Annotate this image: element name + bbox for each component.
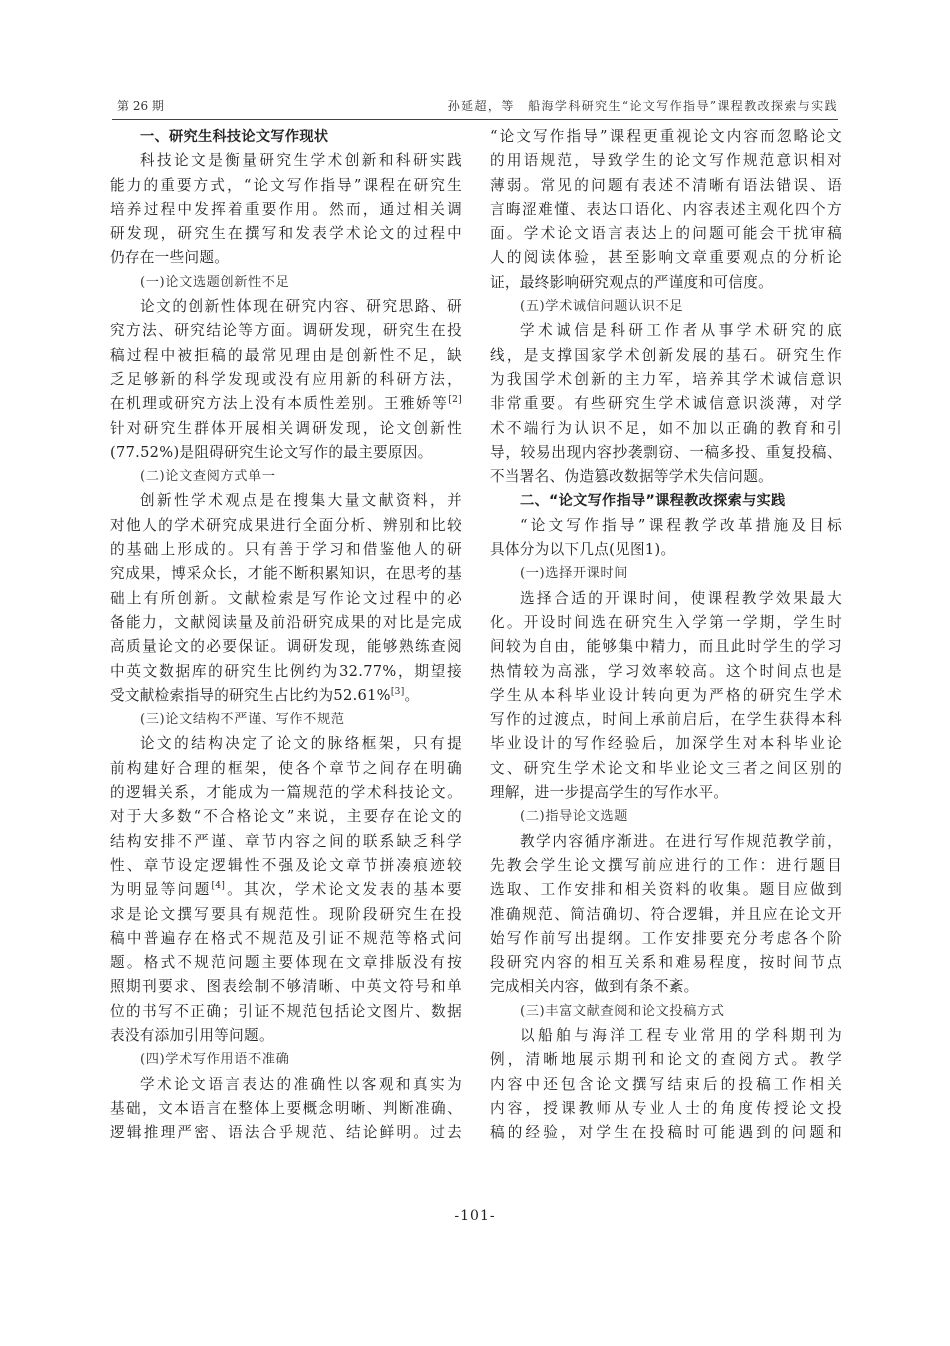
body-line	[110, 854, 462, 878]
body-line	[490, 903, 842, 927]
line-text: 薄弱。常见的问题有表述不清晰有语法错误、语	[490, 176, 842, 194]
line-text: 内容，授课教师从专业人士的角度传授论文投	[490, 1099, 842, 1117]
body-line	[490, 1097, 842, 1121]
subsection-heading	[490, 295, 842, 319]
line-text: 内容中还包含论文撰写结束后的投稿工作相关	[490, 1075, 842, 1093]
body-line	[490, 344, 842, 368]
body-line	[490, 757, 842, 781]
line-text: 学术诚信是科研工作者从事学术研究的底	[520, 322, 842, 340]
body-line	[110, 975, 462, 999]
line-text: 表没有添加引用等问题。	[110, 1026, 274, 1044]
paragraph-first-line	[110, 732, 462, 756]
line-text: 结构安排不严谨、章节内容之间的联系缺乏科学	[110, 832, 462, 850]
line-text: 乏足够新的科学发现或没有应用新的科研方法，	[110, 370, 462, 388]
line-text: 术不端行为认识不足，如不加以正确的教育和引	[490, 419, 842, 437]
line-text: 间较为自由，能够集中精力，而且此时学生的学习	[490, 638, 842, 656]
line-text: (二)指导论文选题	[520, 809, 629, 825]
citation-marker: [2]	[448, 395, 462, 406]
body-line	[110, 587, 462, 611]
running-header	[112, 95, 838, 120]
body-line	[490, 878, 842, 902]
subsection-heading	[110, 708, 462, 732]
body-line	[110, 417, 462, 441]
body-line	[490, 927, 842, 951]
paragraph-first-line	[490, 830, 842, 854]
body-line	[110, 514, 462, 538]
body-line	[110, 538, 462, 562]
line-text: 言晦涩难懂、表达口语化、内容表述主观化四个方	[490, 200, 842, 218]
subsection-heading	[490, 805, 842, 829]
line-text: 题。格式不规范问题主要体现在文章排版没有按	[110, 954, 462, 972]
body-line	[490, 708, 842, 732]
line-text: (三)论文结构不严谨、写作不规范	[140, 712, 345, 728]
line-text: 备能力，文献阅读量及前沿研究成果的对比是完成	[110, 613, 462, 631]
line-text: 创新性学术观点是在搜集大量文献资料，并	[140, 492, 462, 510]
line-text: 二、“论文写作指导”课程教改探索与实践	[520, 493, 786, 510]
body-line	[490, 222, 842, 246]
paragraph-last-line	[490, 538, 842, 562]
line-text: 位的书写不正确；引证不规范包括论文图片、数据	[110, 1002, 462, 1020]
line-text: 稿的经验，对学生在投稿时可能遇到的问题和	[490, 1124, 842, 1142]
line-text: 不当署名、伪造篡改数据等学术失信问题。	[490, 468, 773, 486]
line-text: 选取、工作安排和相关资料的收集。题目应做到	[490, 881, 842, 899]
body-line	[110, 611, 462, 635]
line-text: 非常重要。有些研究生学术诚信意识淡薄，对学	[490, 395, 842, 413]
body-line	[110, 222, 462, 246]
line-text: 完成相关内容，做到有条不紊。	[490, 978, 699, 996]
body-line	[490, 417, 842, 441]
body-line	[490, 368, 842, 392]
body-line	[110, 927, 462, 951]
line-text: 的逻辑关系，才能成为一篇规范的学术科技论文。	[110, 784, 462, 802]
line-text: 具体分为以下几点(见图1)。	[490, 541, 676, 559]
body-line	[490, 441, 842, 465]
paragraph-last-line	[110, 1024, 462, 1048]
paragraph-last-line	[490, 271, 842, 295]
line-text: 为我国学术创新的主力军，培养其学术诚信意识	[490, 370, 842, 388]
body-line	[490, 854, 842, 878]
body-line	[110, 951, 462, 975]
line-text: 导，较易出现内容抄袭剽窃、一稿多投、重复投稿、	[490, 443, 842, 461]
line-text: (三)丰富文献查阅和论文投稿方式	[520, 1003, 725, 1019]
line-text: 照期刊要求、图表绘制不够清晰、中英文符号和单	[110, 978, 462, 996]
line-text: 究成果，博采众长，才能不断积累知识，在思考的基	[110, 565, 462, 583]
subsection-heading	[110, 1048, 462, 1072]
line-text: 例，清晰地展示期刊和论文的查阅方式。教学	[490, 1051, 842, 1069]
line-text: 段研究内容的相互关系和难易程度，按时间节点	[490, 954, 842, 972]
body-line	[490, 732, 842, 756]
line-text: 基础，文本语言在整体上要概念明晰、判断准确、	[110, 1099, 462, 1117]
line-text: (二)论文查阅方式单一	[140, 469, 276, 485]
line-text: 人的阅读体验，甚至影响文章重要观点的分析论	[490, 249, 842, 267]
citation-marker: [4]	[211, 881, 226, 892]
line-text: 学术论文语言表达的准确性以客观和真实为	[140, 1075, 462, 1093]
line-text: 高质量论文的必要保证。调研发现，能够熟练查阅	[110, 638, 462, 656]
line-text: 前构建好合理的框架，使各个章节之间存在明确	[110, 759, 462, 777]
line-text: 求是论文撰写要具有规范性。现阶段研究生在投	[110, 905, 462, 923]
body-line	[110, 319, 462, 343]
subsection-heading	[110, 465, 462, 489]
body-line	[110, 392, 462, 416]
line-text: 毕业设计的写作经验后，加深学生对本科毕业论	[490, 735, 842, 753]
line-text: 面。学术论文语言表达上的问题可能会干扰审稿	[490, 225, 842, 243]
line-text: 科技论文是衡量研究生学术创新和科研实践	[140, 152, 462, 170]
paragraph-first-line	[110, 1073, 462, 1097]
line-text: 教学内容循序渐进。在进行写作规范教学前，	[520, 832, 842, 850]
right-column	[490, 125, 842, 1145]
line-text: 性、章节设定逻辑性不强及论文章节拼凑痕迹较	[110, 856, 462, 874]
body-line	[490, 635, 842, 659]
body-line	[490, 660, 842, 684]
body-line	[110, 1121, 462, 1145]
body-line	[110, 805, 462, 829]
line-text: 稿中普遍存在格式不规范及引证不规范等格式问	[110, 929, 462, 947]
line-text: 培养过程中发挥着重要作用。然而，通过相关调	[110, 200, 462, 218]
body-line	[110, 1000, 462, 1024]
body-line	[490, 392, 842, 416]
line-text: 对他人的学术研究成果进行全面分析、辨别和比较	[110, 516, 462, 534]
line-text: 写作的过渡点，时间上承前启后，在学生获得本科	[490, 711, 842, 729]
line-text: 学生从本科毕业设计转向更为严格的研究生学术	[490, 686, 842, 704]
paragraph-first-line	[110, 295, 462, 319]
line-text: 准确规范、简洁确切、符合逻辑，并且应在论文开	[490, 905, 842, 923]
body-line	[110, 344, 462, 368]
line-text: “论文写作指导”课程更重视论文内容而忽略论文	[490, 128, 842, 145]
line-text: 化。开设时间选在研究生入学第一学期，学生时	[490, 613, 842, 631]
paragraph-first-line	[490, 319, 842, 343]
paragraph-last-line	[490, 781, 842, 805]
issue-label: 第 26 期	[117, 99, 164, 113]
body-line	[110, 878, 462, 902]
paragraph-last-line	[110, 684, 462, 708]
line-text-tail: 。其次，学术论文发表的基本要	[225, 881, 462, 899]
body-line	[110, 781, 462, 805]
line-text: 证，最终影响研究观点的严谨度和可信度。	[490, 273, 773, 291]
line-text: 线，是支撑国家学术创新发展的基石。研究生作	[490, 346, 842, 364]
subsection-heading	[490, 1000, 842, 1024]
body-line	[110, 174, 462, 198]
line-text: 研发现，研究生在撰写和发表学术论文的过程中	[110, 225, 462, 243]
body-line	[490, 246, 842, 270]
body-line	[110, 903, 462, 927]
body-line	[110, 1097, 462, 1121]
body-line	[490, 951, 842, 975]
line-text: 中英文数据库的研究生比例约为32.77%，期望接	[110, 662, 462, 680]
line-text: 受文献检索指导的研究生占比约为52.61%	[110, 686, 391, 704]
line-text: 以船舶与海洋工程专业常用的学科期刊为	[520, 1026, 842, 1044]
line-text: 文、研究生学术论文和毕业论文三者之间区别的	[490, 759, 842, 777]
body-line	[490, 125, 842, 149]
paragraph-first-line	[110, 149, 462, 173]
paragraph-first-line	[110, 489, 462, 513]
line-text: 一、研究生科技论文写作现状	[140, 129, 329, 145]
body-line	[110, 198, 462, 222]
running-title: 孙延超，等 船海学科研究生“论文写作指导”课程教改探索与实践	[447, 99, 838, 113]
line-text: 在机理或研究方法上没有本质性差别。王雅娇等	[110, 395, 449, 413]
line-text: 础上有所创新。文献检索是写作论文过程中的必	[110, 589, 462, 607]
line-text: 热情较为高涨，学习效率较高。这个时间点也是	[490, 662, 842, 680]
line-text: 选择合适的开课时间，使课程教学效果最大	[520, 589, 842, 607]
body-line	[490, 149, 842, 173]
line-text: 理解，进一步提高学生的写作水平。	[490, 784, 729, 802]
citation-marker: [3]	[390, 686, 405, 697]
paragraph-last-line	[490, 465, 842, 489]
body-line	[490, 684, 842, 708]
paragraph-first-line	[490, 587, 842, 611]
body-line	[110, 830, 462, 854]
line-text: 的基础上形成的。只有善于学习和借鉴他人的研	[110, 541, 462, 559]
body-line	[110, 635, 462, 659]
line-text: 针对研究生群体开展相关调研发现，论文创新性	[110, 419, 462, 437]
line-text: 仍存在一些问题。	[110, 249, 230, 267]
paragraph-last-line	[110, 441, 462, 465]
line-text: 能力的重要方式，“论文写作指导”课程在研究生	[110, 176, 462, 194]
subsection-heading	[490, 562, 842, 586]
body-line	[110, 562, 462, 586]
line-text: 对于大多数“不合格论文”来说，主要存在论文的	[110, 808, 462, 826]
body-line	[490, 198, 842, 222]
line-text: (77.52%)是阻碍研究生论文写作的最主要原因。	[110, 443, 433, 461]
page-number: -101-	[454, 1208, 496, 1224]
paragraph-last-line	[490, 975, 842, 999]
paragraph-first-line	[490, 1024, 842, 1048]
line-text: “论文写作指导”课程教学改革措施及目标	[520, 516, 842, 534]
line-text: (五)学术诚信问题认识不足	[520, 299, 684, 315]
body-line	[490, 1121, 842, 1145]
line-text: 先教会学生论文撰写前应进行的工作：进行题目	[490, 856, 842, 874]
line-text: 论文的结构决定了论文的脉络框架，只有提	[140, 735, 462, 753]
section-heading	[490, 489, 842, 513]
body-line	[490, 1073, 842, 1097]
line-text: (一)论文选题创新性不足	[140, 274, 290, 290]
line-text: 的用语规范，导致学生的论文写作规范意识相对	[490, 152, 842, 170]
paragraph-last-line	[110, 246, 462, 270]
body-line	[490, 1048, 842, 1072]
line-text: 逻辑推理严密、语法合乎规范、结论鲜明。过去	[110, 1124, 462, 1142]
line-text: 论文的创新性体现在研究内容、研究思路、研	[140, 298, 462, 316]
line-text: 稿过程中被拒稿的最常见理由是创新性不足，缺	[110, 346, 462, 364]
line-text: (一)选择开课时间	[520, 566, 629, 582]
line-text-tail: 。	[404, 686, 420, 704]
body-line	[490, 174, 842, 198]
section-heading	[110, 125, 462, 149]
line-text: 为明显等问题	[110, 881, 212, 899]
line-text: 始写作前写出提纲。工作安排要充分考虑各个阶	[490, 929, 842, 947]
line-text: 究方法、研究结论等方面。调研发现，研究生在投	[110, 322, 462, 340]
body-line	[110, 660, 462, 684]
left-column	[110, 125, 462, 1145]
paragraph-first-line	[490, 514, 842, 538]
line-text: (四)学术写作用语不准确	[140, 1052, 290, 1068]
subsection-heading	[110, 271, 462, 295]
body-line	[490, 611, 842, 635]
body-line	[110, 368, 462, 392]
body-line	[110, 757, 462, 781]
